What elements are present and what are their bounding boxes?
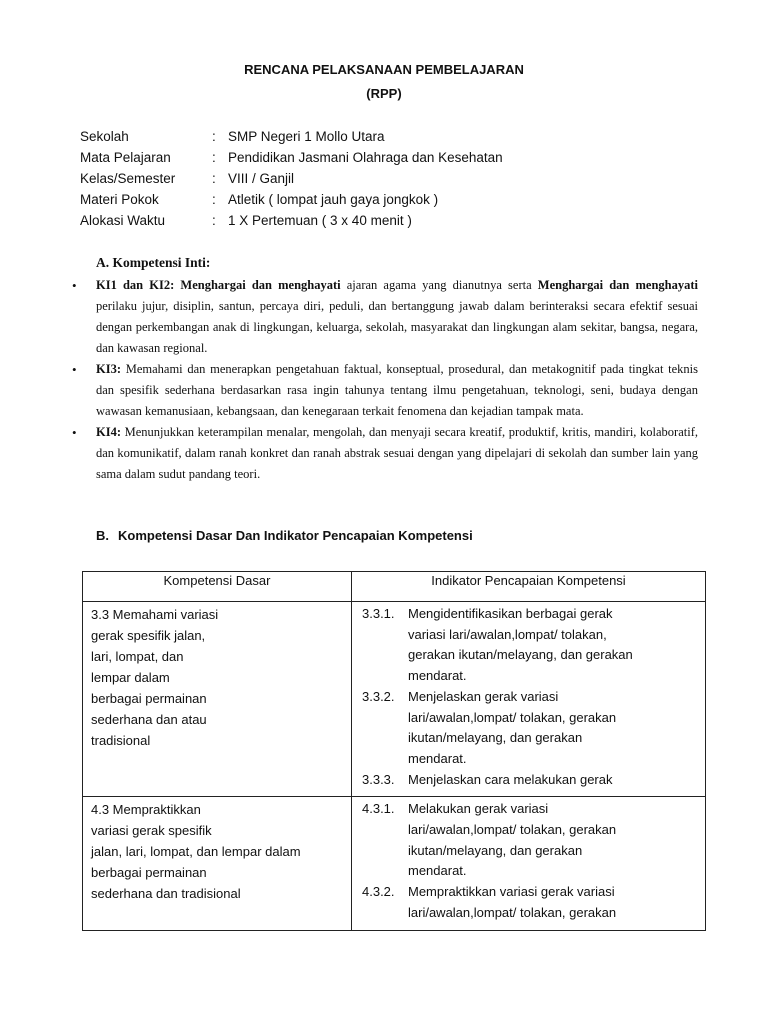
kd-line: 3.3 Memahami variasi [91, 607, 219, 622]
ki-bold: Menghargai dan menghayati [537, 278, 698, 292]
table-header: Indikator Pencapaian Kompetensi [352, 572, 706, 602]
indicator-cell [352, 602, 706, 797]
identity-row [80, 126, 503, 147]
indicator-item [362, 687, 699, 770]
identity-colon: : [212, 150, 216, 165]
bullet-icon: • [72, 278, 77, 293]
indicator-number: 3.3.3. [362, 771, 395, 787]
indicator-item [362, 604, 699, 687]
ki-item [70, 359, 698, 422]
identity-colon: : [212, 129, 216, 144]
ki-bold: KI4: [96, 425, 121, 439]
kd-line: gerak spesifik jalan, [91, 628, 206, 643]
identity-label: Materi Pokok [80, 192, 159, 207]
indicator-line: variasi lari/awalan,lompat/ tolakan, [408, 626, 607, 642]
identity-value: VIII / Ganjil [228, 171, 295, 186]
indicator-cell [352, 797, 706, 930]
bullet-icon: • [72, 425, 77, 440]
table-header-row [83, 572, 706, 602]
document-title: RENCANA PELAKSANAAN PEMBELAJARAN [244, 62, 524, 77]
indicator-line: Mengidentifikasikan berbagai gerak [408, 606, 613, 621]
identity-value: Atletik ( lompat jauh gaya jongkok ) [228, 192, 439, 207]
identity-colon: : [212, 192, 216, 207]
kd-line: berbagai permainan [91, 691, 207, 706]
kd-line: 4.3 Mempraktikkan [91, 802, 201, 818]
indicator-number: 3.3.2. [362, 688, 395, 704]
section-b-letter: B. [96, 528, 109, 543]
kd-line: sederhana dan tradisional [91, 886, 241, 902]
kompetensi-table [82, 571, 706, 931]
identity-label: Alokasi Waktu [80, 213, 166, 228]
kd-cell [83, 602, 352, 797]
indicator-item [362, 799, 699, 882]
identity-colon: : [212, 171, 216, 186]
indicator-number: 4.3.1. [362, 801, 395, 817]
table-row [83, 602, 706, 797]
indicator-line: Menjelaskan gerak variasi [408, 688, 559, 704]
indicator-line: lari/awalan,lompat/ tolakan, gerakan [408, 709, 617, 725]
kd-cell [83, 797, 352, 930]
kompetensi-inti-list [70, 275, 698, 485]
identity-label: Kelas/Semester [80, 171, 176, 186]
indicator-line: lari/awalan,lompat/ tolakan, gerakan [408, 822, 617, 838]
indicator-line: gerakan ikutan/melayang, dan gerakan [408, 647, 633, 663]
ki-bold: KI1 dan KI2: Menghargai dan menghayati [96, 278, 341, 292]
ki-bold: KI3: [96, 362, 121, 376]
identity-label: Mata Pelajaran [80, 150, 171, 165]
indicator-line: mendarat. [408, 668, 467, 684]
kd-line: tradisional [91, 733, 151, 748]
identity-value: 1 X Pertemuan ( 3 x 40 menit ) [228, 213, 412, 228]
bullet-icon: • [72, 362, 77, 377]
identity-row [80, 210, 503, 231]
identity-block [80, 126, 503, 231]
indicator-line: mendarat. [408, 750, 467, 766]
indicator-line: ikutan/melayang, dan gerakan [408, 842, 583, 858]
indicator-line: ikutan/melayang, dan gerakan [408, 730, 583, 746]
identity-row [80, 168, 503, 189]
identity-label: Sekolah [80, 129, 129, 144]
section-b-text: Kompetensi Dasar Dan Indikator Pencapaian Kompetensi [118, 528, 473, 543]
table-header: Kompetensi Dasar [83, 572, 352, 602]
identity-value: SMP Negeri 1 Mollo Utara [228, 129, 385, 144]
indicator-item [362, 770, 699, 791]
identity-row [80, 147, 503, 168]
indicator-line: Mempraktikkan variasi gerak variasi [408, 884, 615, 900]
identity-colon: : [212, 213, 216, 228]
indicator-line: Melakukan gerak variasi [408, 801, 549, 817]
identity-row [80, 189, 503, 210]
ki-item [70, 275, 698, 359]
ki-text: ajaran agama yang dianutnya serta [340, 278, 538, 292]
indicator-number: 4.3.2. [362, 884, 395, 900]
section-a-heading: A. Kompetensi Inti: [96, 255, 211, 270]
indicator-line: lari/awalan,lompat/ tolakan, gerakan [408, 904, 617, 920]
kd-line: lempar dalam [91, 670, 170, 685]
indicator-item [362, 882, 699, 923]
kd-line: variasi gerak spesifik [91, 823, 212, 839]
indicator-line: Menjelaskan cara melakukan gerak [408, 771, 613, 787]
section-b-heading [96, 528, 473, 543]
ki-text: perilaku jujur, disiplin, santun, percaya diri, peduli, dan bertanggung jawab dalam berinteraksi secara efektif sesuai dengan perkembangan anak di lingkungan, keluarga, sekolah, masyarakat dan lingkungan alam sekitar, bangsa, negara, dan kawasan regional. [96, 299, 698, 355]
identity-value: Pendidikan Jasmani Olahraga dan Kesehatan [228, 150, 503, 165]
document-subtitle: (RPP) [366, 86, 402, 101]
kd-line: jalan, lari, lompat, dan lempar dalam [91, 844, 301, 860]
indicator-number: 3.3.1. [362, 606, 395, 621]
indicator-line: mendarat. [408, 863, 467, 879]
kd-line: lari, lompat, dan [91, 649, 184, 664]
kd-line: berbagai permainan [91, 865, 207, 881]
kd-line: sederhana dan atau [91, 712, 207, 727]
table-row [83, 797, 706, 930]
ki-item [70, 422, 698, 485]
ki-text: Menunjukkan keterampilan menalar, mengolah, dan menyaji secara kreatif, produktif, kritis, mandiri, kolaboratif, dan komunikatif, dalam ranah konkret dan ranah abstrak sesuai dengan yang dipelajari di sekolah dan sumber lain yang sama dalam sudut pandang teori. [96, 425, 698, 481]
ki-text: Memahami dan menerapkan pengetahuan faktual, konseptual, prosedural, dan metakognitif pada tingkat teknis dan spesifik sederhana berdasarkan rasa ingin tahunya tentang ilmu pengetahuan, teknologi, seni, budaya dengan wawasan kemanusiaan, kebangsaan, dan kenegaraan terkait fenomena dan kejadian tampak mata. [96, 362, 698, 418]
